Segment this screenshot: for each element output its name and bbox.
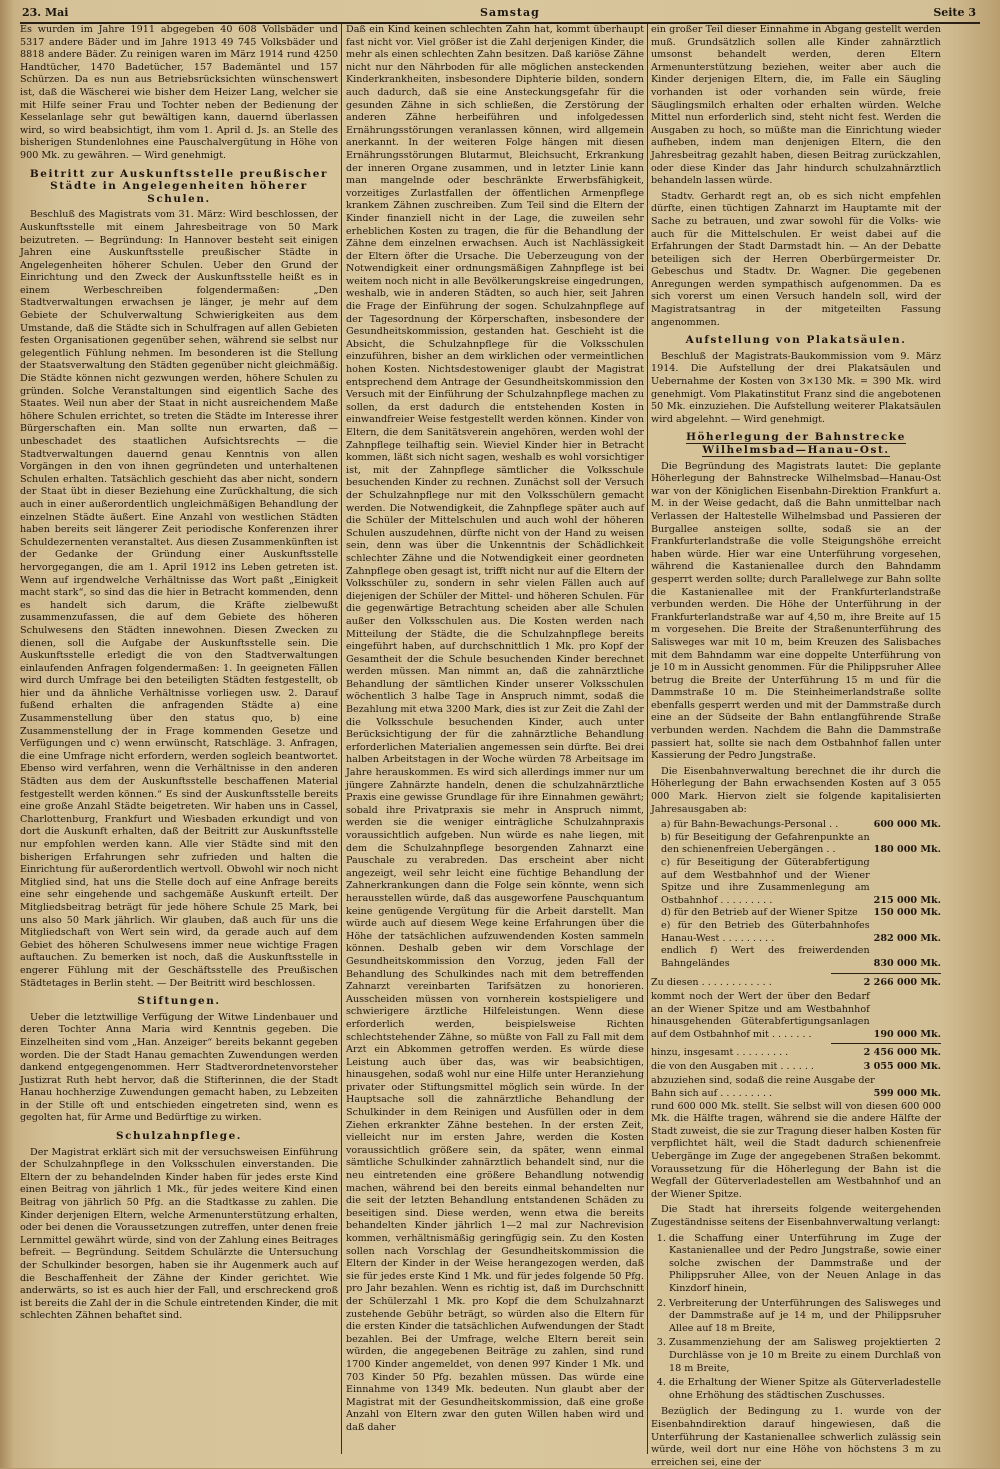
cost-value: 830 000 Mk. xyxy=(873,957,941,969)
cost-label: c) für Beseitigung der Güterabfertigung auf dem Westbahnhof und der Wiener Spitze und ihre Zusammenlegung am Ostbahnhof . . . . . . . . . xyxy=(661,857,870,906)
cost-label: e) für den Betrieb des Güterbahnhofes Hanau-West . . . . . . . . . xyxy=(661,919,870,944)
cost-label: endlich f) Wert des freiwerdenden Bahngeländes xyxy=(661,945,870,969)
total-value: 2 266 000 Mk. xyxy=(863,977,941,989)
total-value: 2 456 000 Mk. xyxy=(863,1047,941,1059)
total-row xyxy=(651,1060,941,1074)
article-text: Bezüglich der Bedingung zu 1. wurde von der Eisenbahndirektion darauf hingewiesen, daß die Unterführung der Kastanienallee schwerlich zulässig sein würde, weil dort nur eine Höhe von höchstens 3 m zu erreichen sei, eine der xyxy=(651,1406,941,1468)
article-text: Daß ein Kind keinen schlechten Zahn hat, kommt überhaupt fast nicht vor. Viel größer ist die Zahl derjenigen Kinder, die mehr als einen schlechten Zahn besitzen. Daß kariöse Zähne nicht nur den Nährboden für alle möglichen ansteckenden Kinderkrankheiten, insbesondere Diphterie bilden, sondern auch dadurch, daß sie eine Ansteckungsgefahr für die gesunden Zähne in sich schließen, die Zerstörung der anderen Zähne herbeiführen und infolgedessen Ernährungsstörungen veranlassen können, wird allgemein anerkannt. In der weiteren Folge hängen mit diesen Ernährungsstörungen Blutarmut, Bleichsucht, Erkrankung der inneren Organe zusammen, und in letzter Linie kann man mangelnde oder beschränkte Erwerbsfähigkeit, vorzeitiges Zurlastfallen der öffentlichen Armenpflege krankem Zähnen zuschreiben. Zum Teil sind die Eltern der Kinder finanziell nicht in der Lage, die zuweilen sehr erheblichen Kosten zu tragen, die für die Behandlung der Zähne dem einzelnen erwachsen. Auch ist Nachlässigkeit der Eltern öfter die Ursache. Die Ueberzeugung von der Notwendigkeit einer ordnungsmäßigen Zahnpflege ist bei weitem noch nicht in alle Bevölkerungskreise eingedrungen, weshalb, wie in anderen Städten, so auch hier, seit Jahren die Frage der Einführung der sogen. Schulzahnpflege auf der Tagesordnung der Körperschaften, insbesondere der Gesundheitskommission, gestanden hat. Geschieht ist die Absicht, die Schulzahnpflege für die Volksschulen einzuführen, bisher an dem wirklichen oder vermeintlichen hohen Kosten. Nichtsdestoweniger glaubt der Magistrat entsprechend dem Antrage der Gesundheitskommission den Versuch mit der Einführung der Schulzahnpflege machen zu sollen, da erst dadurch die entstehenden Kosten in einwandfreier Weise festgestellt werden können. Kinder von Eltern, die dem Sanitätsverein angehören, werden wohl der Zahnpflege teilhaftig sein. Wieviel Kinder hier in Betracht kommen, läßt sich nicht sagen, weshalb es wohl vorsichtiger ist, mit der Zahnpflege sämtlicher die Volksschule besuchenden Kinder zu rechnen. Zunächst soll der Versuch der Schulzahnpflege nur mit den Volksschülern gemacht werden. Die Notwendigkeit, die Zahnpflege später auch auf die Schüler der Mittelschulen und auch wohl der höheren Schulen auszudehnen, dürfte nicht von der Hand zu weisen sein, denn was über die Unkenntnis der Schädlichkeit schlechter Zähne und die Notwendigkeit einer geordneten Zahnpflege oben gesagt ist, trifft nicht nur auf die Eltern der Volksschüler zu, sondern in sehr vielen Fällen auch auf diejenigen der Schüler der Mittel- und höheren Schulen. Für die gegenwärtige Betrachtung scheiden aber alle Schulen außer den Volksschulen aus. Die Kosten werden nach Mitteilung der Städte, die die Schulzahnpflege bereits eingeführt haben, auf durchschnittlich 1 Mk. pro Kopf der Gesamtheit der die Schule besuchenden Kinder berechnet werden müssen. Man nimmt an, daß die zahnärztliche Behandlung der sämtlichen Kinder unserer Volksschulen wöchentlich 3 halbe Tage in Anspruch nimmt, sodaß die Bezahlung mit etwa 3200 Mark, dies ist zur Zeit die Zahl der die Volksschule besuchenden Kinder, auch unter Berücksichtigung der für die zahnärztliche Behandlung erforderlichen Materialien angemessen sein dürfte. Bei drei halben Arbeitstagen in der Woche würden 78 Arbeitsage im Jahre herauskommen. Es wird sich allerdings immer nur um jüngere Zahnärzte handeln, denen die schulzahnärztliche Praxis eine gewisse Grundlage für ihre Einnahmen gewährt; sobald ihre Privatpraxis sie mehr in Anspruch nimmt, werden sie die weniger einträgliche Schulzahnpraxis voraussichtlich aufgeben. Nun würde es nahe liegen, mit dem die Schulzahnpflege besorgenden Zahnarzt eine Pauschale zu verabreden. Das erscheint aber nicht angezeigt, weil sehr leicht eine füchtige Behandlung der Zahnerkrankungen dann die Folge sein könnte, wenn sich herausstellen würde, daß das ausgeworfene Pauschquantum keine genügende Vergütung für die Arbeit darstellt. Man würde auch auf diesem Wege keine Erfahrungen über die Höhe der tatsächlichen aufzuwendenden Kosten sammeln können. Deshalb geben wir dem Vorschlage der Gesundheitskommission den Vorzug, jeden Fall der Behandlung des Schulkindes nach mit dem betreffenden Zahnarzt vereinbarten Tarifsätzen zu honorieren. Ausscheiden müssen von vornherein kostspieligere und schwierigere ärztliche Hilfeleistungen. Wenn diese erforderlich werden, beispielsweise Richten schlechtstehender Zähne, so müßte von Fall zu Fall mit dem Arzt ein Abkommen getroffen werden. Es würde diese Leistung auch über das, was wir beabsichtigen, hinausgehen, sodaß wohl nur eine Hilfe unter Heranziehung privater oder Stiftungsmittel möglich sein würde. In der Hauptsache soll die zahnärztliche Behandlung der Schulkinder in dem Reinigen und Ausfüllen oder in dem Ziehen erkrankter Zähne bestehen. In der ersten Zeit, vielleicht nur im ersten Jahre, werden die Kosten voraussichtlich größere sein, da später, wenn einmal sämtliche Schulkinder zahnärztlich behandelt sind, nur die neu eintretenden eine größere Behandlung notwendig machen, während bei den bereits einmal behandelten nur die seit der letzten Behandlung entstandenen Schäden zu beseitigen sind. Diese werden, wenn etwa die bereits behandelten Kinder jährlich 1—2 mal zur Nachrevision kommen, verhältnismäßig geringfügig sein. Zu den Kosten sollen nach Vorschlag der Gesundheitskommission die Eltern der Kinder in der Weise herangezogen werden, daß sie für jedes erste Kind 1 Mk. und für jedes folgende 50 Pfg. pro Jahr bezahlen. Wenn es richtig ist, daß im Durchschnitt der Schülerzahl 1 Mk. pro Kopf die dem Schulzahnarzt zustehende Gebühr beträgt, so würden also die Eltern für die ersten Kinder die tatsächlichen Aufwendungen der Stadt bezahlen. Bei der Umfrage, welche Eltern bereit sein würden, die angegebenen Beiträge zu zahlen, sind rund 1700 Kinder angemeldet, von denen 997 Kinder 1 Mk. und 703 Kinder 50 Pfg. bezahlen müssen. Das würde eine Einnahme von 1349 Mk. bedeuten. Nun glaubt aber der Magistrat mit der Gesundheitskommission, daß eine große Anzahl von Eltern zwar den guten Willen haben wird und daß daher xyxy=(346,24,644,1433)
article-text: Stadtv. Gerhardt regt an, ob es sich nicht empfehlen dürfte, einen tüchtigen Zahnarzt im Hauptamte mit der Sache zu betrauen, und zwar sowohl für die Volks- wie auch für die Mittelschulen. Er weist dabei auf die Erfahrungen der Stadt Darmstadt hin. — An der Debatte beteiligen sich der Herren Oberbürgermeister Dr. Gebeschus und Stadtv. Dr. Wagner. Die gegebenen Anregungen werden sympathisch aufgenommen. Da es sich vorerst um einen Versuch handeln soll, wird der Magistratsantrag in der mitgeteilten Fassung angenommen. xyxy=(651,190,941,328)
list-item: 3. Zusammenziehung der am Salisweg projektierten 2 Durchlässe von je 10 m Breite zu einem Durchlaß von 18 m Breite, xyxy=(669,1337,941,1375)
total-value: 599 000 Mk. xyxy=(873,1088,941,1100)
section-heading: Stiftungen. xyxy=(137,995,221,1008)
cost-row xyxy=(651,857,941,907)
list-item: 2. Verbreiterung der Unterführungen des Salisweges und der Dammstraße auf je 14 m, und der Philippsruher Allee auf 18 m Breite, xyxy=(669,1298,941,1336)
total-row xyxy=(651,1074,941,1088)
total-value: 190 000 Mk. xyxy=(873,1028,941,1040)
cost-value: 282 000 Mk. xyxy=(873,932,941,944)
header-weekday: Samstag xyxy=(480,6,540,19)
cost-list xyxy=(651,819,941,970)
section-heading: Schulzahnpflege. xyxy=(115,1130,242,1143)
cost-row xyxy=(651,819,941,832)
cost-row xyxy=(651,832,941,857)
cost-label: b) für Beseitigung der Gefahrenpunkte an den schienenfreien Uebergängen . . xyxy=(661,831,870,856)
header-date: 23. Mai xyxy=(22,6,69,19)
list-item: 1. die Schaffung einer Unterführung im Zuge der Kastanienallee und der Pedro Jungstraße, sowie einer solche zwischen der Dammstraße und der Philippsruher Allee, von der Neuen Anlage in das Kinzdorf hinein, xyxy=(669,1233,941,1296)
total-value: 3 055 000 Mk. xyxy=(863,1060,941,1072)
total-row xyxy=(651,990,941,1041)
section-heading: Beitritt zur Auskunftsstelle preußischer Städte in Angelegenheiten höherer Schulen. xyxy=(29,167,329,205)
cost-row xyxy=(651,920,941,945)
article-text: rund 600 000 Mk. stellt. Sie selbst will von diesen 600 000 Mk. die Hälfte tragen, während sie die andere Hälfte der Stadt zuweist, die sie zur Tragung dieser halben Kosten für verpflichtet hält, weil die Stadt dadurch schienenfreie Uebergänge im Zuge der angegebenen Straßen bekommt. Voraussetzung für die Höherlegung der Bahn ist die Wegfall der Güterverladestellen am Westbahnhof und an der Wiener Spitze. xyxy=(651,1100,942,1200)
cost-label: d) für den Betrieb auf der Wiener Spitze xyxy=(661,907,858,919)
total-label: Zu diesen . . . . . . . . . . . . xyxy=(651,977,772,989)
header-page-number: Seite 3 xyxy=(933,6,976,19)
cost-row xyxy=(651,907,941,920)
demand-list xyxy=(651,1233,941,1403)
cost-label: a) für Bahn-Bewachungs-Personal . . xyxy=(661,819,839,831)
article-text: Die Eisenbahnverwaltung berechnet die ihr durch die Höherlegung der Bahn erwachsenden Kosten auf 3 055 000 Mark. Hiervon zielt sie folgende kapitalisierten Jahresausgaben ab: xyxy=(651,765,941,815)
sum-line xyxy=(831,1043,941,1044)
cost-value: 180 000 Mk. xyxy=(873,844,941,856)
article-text: Es wurden im Jahre 1911 abgegeben 40 608 Vollsbäder und 5317 andere Bäder und im Jahre 1913 49 745 Volksbäder und 8818 andere Bäder. Zu reinigen waren im März 1914 rund 4250 Handtücher, 1470 Badetücher, 157 Bademäntel und 157 Schürzen. Da es nun aus Betriebsrücksichten wünschenswert ist, daß die Wäscherei wie bisher dem Heizer Lang, welcher sie mit Hilfe seiner Frau und Tochter neben der Bedienung der Kesselanlage sehr gut bewältigen kann, dauernd überlassen wird, so wird beabsichtigt, ihm vom 1. April d. Js. an Stelle des bisherigen Stundenlohnes eine Pauschalvergütung in Höhe von 900 Mk. zu gewähren. — Wird genehmigt. xyxy=(20,24,338,161)
total-row xyxy=(651,1087,941,1101)
list-item: 4. die Erhaltung der Wiener Spitze als Güterverladestelle ohne Erhöhung des städtischen Zuschusses. xyxy=(669,1377,941,1402)
article-text: Die Begründung des Magistrats lautet: Die geplante Höherlegung der Bahnstrecke Wilhelmsbad—Hanau-Ost war von der Königlichen Eisenbahn-Direktion Frankfurt a. M. in der Weise gedacht, daß die Bahn unmittelbar nach Verlassen der Haltestelle Wilhelmsbad und Passieren der Burgallee ansteigen sollte, sodaß sie an der Frankfurterlandstraße die volle Steigungshöhe erreicht haben würde. Hier war eine Unterführung vorgesehen, während die Kastanienallee durch den Bahndamm gesperrt werden sollte; durch Parallelwege zur Bahn sollte die Kastanienallee mit der Frankfurterlandstraße verbunden werden. Die Höhe der Unterführung in der Frankfurterlandstraße war auf 4,50 m, ihre Breite auf 15 m vorgesehen. Die Breite der Straßenunterführung des Salisweges war mit 10 m, beim Kreuzen des Salisbaches mit dem Bahndamm war eine doppelte Unterführung von je 10 m in Aussicht genommen. Für die Philippsruher Allee betrug die Breite der Unterführung 15 m und für die Dammstraße 10 m. Die Steinheimerlandstraße sollte ebenfalls gesperrt werden und mit der Dammstraße durch eine an der Südseite der Bahn entlangführende Straße verbunden werden. Nachdem die Bahn die Dammstraße passiert hat, sollte sie nach dem Ostbahnhof fallen unter Kassierung der Pedro Jungstraße. xyxy=(651,460,941,762)
cost-value: 600 000 Mk. xyxy=(873,819,941,831)
total-label: abzuziehen sind, sodaß die reine Ausgabe der xyxy=(651,1074,875,1086)
column-2 xyxy=(346,24,644,1462)
article-text: ein großer Teil dieser Einnahme in Abgang gestellt werden muß. Grundsätzlich sollen alle Kinder zahnärztlich umsonst behandelt werden, deren Eltern Armenunterstützung beziehen, weiter aber auch die Kinder derjenigen Eltern, die, im Falle ein Säugling vorhanden ist oder vorhanden sein würde, freie Säuglingsmilch erhalten oder erhalten würden. Welche Mittel nun erforderlich sind, steht nicht fest. Werden die Ausgaben zu hoch, so müßte man die Einrichtung wieder aufheben, indem man denjenigen Eltern, die den Jahresbeitrag gezahlt haben, diesen Beitrag zurückzahlen, oder diese Kinder das Jahr hindurch schulzahnärztlich behandeln lassen würde. xyxy=(651,24,941,187)
cost-row xyxy=(651,945,941,970)
section-heading: Aufstellung von Plakatsäulen. xyxy=(685,334,907,347)
column-3 xyxy=(651,24,942,1468)
total-row xyxy=(651,976,941,990)
total-label: hinzu, insgesamt . . . . . . . . . xyxy=(651,1047,789,1059)
article-text: Der Magistrat erklärt sich mit der versuchsweisen Einführung der Schulzahnpflege in den Volksschulen einverstanden. Die Eltern der zu behandelnden Kinder haben für jedes erste Kind einen Beitrag von jährlich 1 Mk., für jedes weitere Kind einen Beitrag von jährlich 50 Pfg. an die Stadtkasse zu zahlen. Die Kinder derjenigen Eltern, welche Armenunterstützung erhalten, oder bei denen die Voraussetzungen zutreffen, unter denen freie Lernmittel gewährt würde, sind von der Zahlung eines Beitrages befreit. — Begründung. Seitdem Schulärzte die Untersuchung der Schulkinder besorgen, haben sie ihr Augenmerk auch auf die Beschaffenheit der Zähne der Kinder gerichtet. Wie anderwärts, so ist es auch hier der Fall, und erschreckend groß ist bereits die Zahl der in die Schule eintretenden Kinder, die mit schlechten Zähnen behaftet sind. xyxy=(20,1146,338,1322)
column-divider xyxy=(647,24,648,1454)
section-heading xyxy=(651,431,941,456)
total-label: kommt noch der Wert der über den Bedarf an der Wiener Spitze und am Westbahnhof hinausgehenden Güterabfertigungsanlagen auf dem Ostbahnhof mit . . . . . . . xyxy=(651,990,870,1040)
sum-line xyxy=(831,973,941,974)
column-1 xyxy=(20,24,338,1462)
total-label: Bahn sich auf . . . . . . . . . xyxy=(651,1088,773,1100)
article-text: Beschluß des Magistrats vom 31. März: Wird beschlossen, der Auskunftsstelle mit einem Jahresbeitrage von 50 Mark beizutreten. — Begründung: In Hannover besteht seit einigen Jahren eine Auskunftsstelle preußischer Städte in Angelegenheiten höherer Schulen. Ueber den Grund der Einrichtung und den Zweck der Auskunftsstelle heißt es in einem Werbeschreiben folgendermaßen: „Den Stadtverwaltungen erwachsen je länger, je mehr auf dem Gebiete der Schulverwaltung Schwierigkeiten aus dem Umstande, daß die Städte sich in Schulfragen auf allen Gebieten festen Organisationen gegenüber sehen, während sie selbst nur gelegentlich Fühlung nehmen. Im besonderen ist die Stellung der Staatsverwaltung den Städten gegenüber nicht gleichmäßig. Die Städte können nicht gezwungen werden, höhere Schulen zu gründen. Solche Veranstaltungen sind eigentlich Sache des Staates. Weil nun aber der Staat in nicht ausreichendem Maße höhere Schulen errichtet, so treten die Städte im Interesse ihrer Bürgerschaften ein. Man sollte nun erwarten, daß — unbeschadet des staatlichen Aufsichtsrechts — die Stadtverwaltungen dauernd genau Kenntnis von allen Vorgängen in den von ihnen gegründeten und unterhaltenen Schulen erhalten. Tatsächlich geschieht das aber nicht, sondern der Staat übt in dieser Beziehung eine Zurückhaltung, die sich auch in einer außerordentlich ungleichmäßigen Behandlung der einzelnen Städte äußert. Eine Anzahl von westlichen Städten haben bereits seit längerer Zeit periodische Konferenzen ihrer Schuldezernenten veranstaltet. Aus diesen Zusammenkünften ist der Gedanke der Gründung einer Auskunftsstelle hervorgegangen, die am 1. April 1912 ins Leben getreten ist. Wenn auf irgendwelche Verhältnisse das Wort paßt „Einigkeit macht stark“, so sind das die hier in Betracht kommenden, denn es handelt sich darum, die Kräfte zielbewußt zusammenzufassen, die auf dem Gebiete des höheren Schulwesens den Städten innewohnen. Diesen Zwecken zu dienen, soll die Aufgabe der Auskunftsstelle sein. Die Auskunftsstelle erledigt die von den Stadtverwaltungen einlaufenden Anfragen folgendermaßen: 1. In geeigneten Fällen wird durch Umfrage bei den beteiligten Städten festgestellt, ob hier und da ähnliche Verhältnisse vorliegen usw. 2. Darauf fußend erhalten die anfragenden Städte a) eine Zusammenstellung über den status quo, b) eine Zusammenstellung der in Frage kommenden Gesetze und Verfügungen und c) wenn erwünscht, Ratschläge. 3. Anfragen, die eine Umfrage nicht erfordern, werden sogleich beantwortet. Ebenso wird verfahren, wenn die Verhältnisse in den anderen Städten aus dem der Auskunftsstelle beschaffenen Material festgestellt werden können.“ Es sind der Auskunftsstelle bereits eine große Anzahl Städte beigetreten. Wir haben uns in Cassel, Charlottenburg, Frankfurt und Wiesbaden erkundigt und von dort die Auskunft erhalten, daß der Beitritt zur Auskunftsstelle nur empfohlen werden kann. Alle vier Städte sind mit den bisherigen Erfahrungen sehr zufrieden und halten die Einrichtung für außerordentlich wertvoll. Obwohl wir noch nicht Mitglied sind, hat uns die Stelle doch auf eine Anfrage bereits eine sehr eingehende und sachgemäße Auskunft erteilt. Der Mitgliedsbeitrag beträgt für jede höhere Schule 25 Mark, bei uns also 50 Mark jährlich. Wir glauben, daß auch für uns die Mitgliedschaft von Wert sein wird, da gerade auch auf dem Gebiet des höheren Schulwesens immer neue wichtige Fragen auftauchen. Zu bemerken ist noch, daß die Auskunftsstelle in engerer Fühlung mit der Geschäftsstelle des Preußischen Städtetages in Berlin steht. — Der Beitritt wird beschlossen. xyxy=(20,209,338,989)
article-text: Die Stadt hat ihrerseits folgende weitergehenden Zugeständnisse seitens der Eisenbahnverwaltung verlangt: xyxy=(651,1204,941,1229)
article-text: Ueber die letztwillige Verfügung der Witwe Lindenbauer und deren Tochter Anna Maria wird Kenntnis gegeben. Die Einzelheiten sind vom „Han. Anzeiger“ bereits bekannt gegeben worden. Die der Stadt Hanau gemachten Zuwendungen werden dankend entgegengenommen. Herr Stadtverordnetenvorsteher Justizrat Ruth hebt hervor, daß die Stifterinnen, die der Stadt Hanau hochherzige Zuwendungen gemacht haben, zu Lebzeiten in der Stille oft und entschieden eingetreten sind, wenn es gegolten hat, für Arme und Bedürftige zu wirken. xyxy=(20,1011,338,1124)
page-header xyxy=(20,4,980,24)
cost-value: 150 000 Mk. xyxy=(873,907,941,919)
section-heading-text: Höherlegung der Bahnstrecke Wilhelmsbad—Hanau-Ost. xyxy=(686,431,906,456)
total-row xyxy=(651,1046,941,1060)
article-text: Beschluß der Magistrats-Baukommission vom 9. März 1914. Die Aufstellung der drei Plakatsäulen und Uebernahme der Kosten von 3×130 Mk. = 390 Mk. wird genehmigt. Vom Plakatinstitut Franz sind die angebotenen 50 Mk. einzuziehen. Die Aufstellung weiterer Plakatsäulen wird abgelehnt. — Wird genehmigt. xyxy=(651,350,941,425)
column-divider xyxy=(341,24,342,1454)
cost-value: 215 000 Mk. xyxy=(873,894,941,906)
cost-totals xyxy=(651,973,941,1100)
total-label: die von den Ausgaben mit . . . . . . xyxy=(651,1060,814,1072)
